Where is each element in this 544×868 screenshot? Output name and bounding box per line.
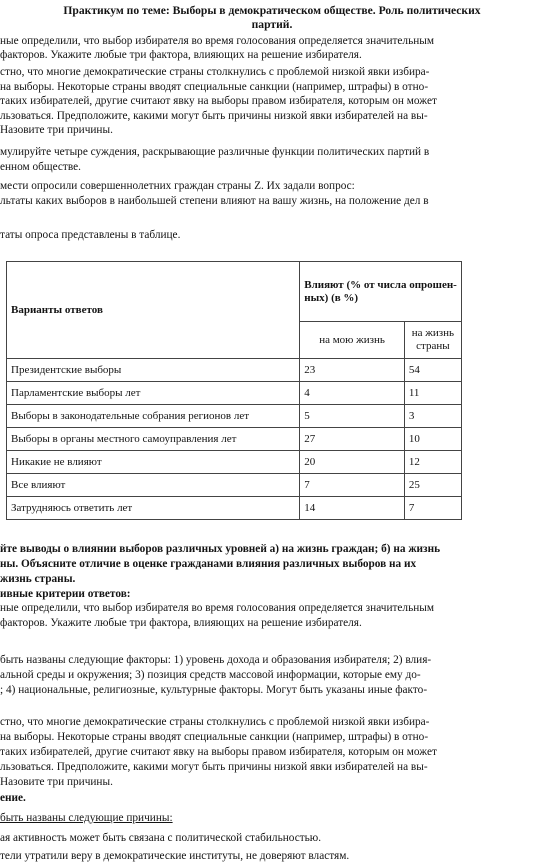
text-line: ; 4) национальные, религиозные, культурные факторы. Могут быть указаны иные факто- bbox=[0, 684, 428, 696]
table-subheader-my-life: на мою жизнь bbox=[300, 322, 405, 359]
row-label: Все влияют bbox=[7, 474, 300, 497]
row-label: Президентские выборы bbox=[7, 359, 300, 382]
text-line: стно, что многие демократические страны столкнулись с проблемой низкой явки избира- bbox=[0, 716, 430, 728]
table-row bbox=[7, 474, 462, 497]
page-title-line-2: партий. bbox=[251, 18, 293, 31]
row-value-country: 54 bbox=[404, 359, 461, 382]
row-value-my-life: 20 bbox=[300, 451, 405, 474]
table-row bbox=[7, 359, 462, 382]
table-row bbox=[7, 497, 462, 520]
table-row bbox=[7, 405, 462, 428]
text-line: ные определили, что выбор избирателя во время голосования определяется значительным bbox=[0, 602, 435, 614]
text-line: жизнь страны. bbox=[0, 573, 76, 585]
row-value-country: 25 bbox=[404, 474, 461, 497]
text-line: на выборы. Некоторые страны вводят специальные санкции (например, штрафы) в отно- bbox=[0, 81, 429, 93]
text-line: Назовите три причины. bbox=[0, 124, 113, 136]
row-value-my-life: 7 bbox=[300, 474, 405, 497]
text-line: льзоваться. Предположите, какими могут быть причины низкой явки избирателей на вы- bbox=[0, 761, 428, 773]
row-label: Парламентские выборы лет bbox=[7, 382, 300, 405]
row-value-my-life: 5 bbox=[300, 405, 405, 428]
table-header-options: Варианты ответов bbox=[7, 262, 300, 359]
row-value-my-life: 23 bbox=[300, 359, 405, 382]
table-row bbox=[7, 428, 462, 451]
text-line: альной среды и окружения; 3) позиция средств массовой информации, которые ему до- bbox=[0, 669, 421, 681]
row-value-my-life: 4 bbox=[300, 382, 405, 405]
row-value-my-life: 14 bbox=[300, 497, 405, 520]
text-line: мулируйте четыре суждения, раскрывающие различные функции политических партий в bbox=[0, 146, 430, 158]
row-value-country: 11 bbox=[404, 382, 461, 405]
text-line: ны. Объясните отличие в оценке гражданами влияния различных выборов на их bbox=[0, 558, 417, 570]
text-line: льзоваться. Предположите, какими могут быть причины низкой явки избирателей на вы- bbox=[0, 110, 428, 122]
text-line: ные определили, что выбор избирателя во время голосования определяется значительным bbox=[0, 35, 435, 47]
table-subheader-country-life: на жизнь страны bbox=[404, 322, 461, 359]
text-line: льтаты каких выборов в наибольшей степени влияют на вашу жизнь, на положение дел в bbox=[0, 195, 429, 207]
row-value-country: 7 bbox=[404, 497, 461, 520]
text-line: стно, что многие демократические страны столкнулись с проблемой низкой явки избира- bbox=[0, 66, 430, 78]
text-line: таких избирателей, другие считают явку на выборы правом избирателя, которым он может bbox=[0, 95, 437, 107]
table-row bbox=[7, 451, 462, 474]
text-line: быть названы следующие факторы: 1) уровень дохода и образования избирателя; 2) влия- bbox=[0, 654, 432, 666]
text-line: енном обществе. bbox=[0, 161, 81, 173]
text-line: ение. bbox=[0, 792, 26, 804]
page-title-line-1: Практикум по теме: Выборы в демократическом обществе. Роль политических bbox=[63, 4, 481, 17]
row-value-country: 10 bbox=[404, 428, 461, 451]
row-value-country: 12 bbox=[404, 451, 461, 474]
table-row bbox=[7, 382, 462, 405]
text-line: йте выводы о влиянии выборов различных уровней а) на жизнь граждан; б) на жизнь bbox=[0, 543, 441, 555]
text-line: Назовите три причины. bbox=[0, 776, 113, 788]
row-label: Никакие не влияют bbox=[7, 451, 300, 474]
text-line: факторов. Укажите любые три фактора, влияющих на решение избирателя. bbox=[0, 49, 362, 61]
text-line: быть названы следующие причины: bbox=[0, 812, 173, 824]
text-line: таких избирателей, другие считают явку на выборы правом избирателя, которым он может bbox=[0, 746, 437, 758]
text-line: мести опросили совершеннолетних граждан страны Z. Их задали вопрос: bbox=[0, 180, 355, 192]
text-line: ая активность может быть связана с политической стабильностью. bbox=[0, 832, 322, 844]
row-label: Выборы в органы местного самоуправления лет bbox=[7, 428, 300, 451]
table-header-influence: Влияют (% от числа опрошен-ных) (в %) bbox=[300, 262, 462, 322]
text-line: факторов. Укажите любые три фактора, влияющих на решение избирателя. bbox=[0, 617, 362, 629]
text-line: тели утратили веру в демократические институты, не доверяют властям. bbox=[0, 850, 350, 862]
text-line: таты опроса представлены в таблице. bbox=[0, 229, 181, 241]
row-value-my-life: 27 bbox=[300, 428, 405, 451]
text-line: ивные критерии ответов: bbox=[0, 588, 131, 600]
row-label: Затрудняюсь ответить лет bbox=[7, 497, 300, 520]
text-line: на выборы. Некоторые страны вводят специальные санкции (например, штрафы) в отно- bbox=[0, 731, 429, 743]
row-label: Выборы в законодательные собрания регионов лет bbox=[7, 405, 300, 428]
row-value-country: 3 bbox=[404, 405, 461, 428]
survey-table bbox=[6, 261, 462, 520]
